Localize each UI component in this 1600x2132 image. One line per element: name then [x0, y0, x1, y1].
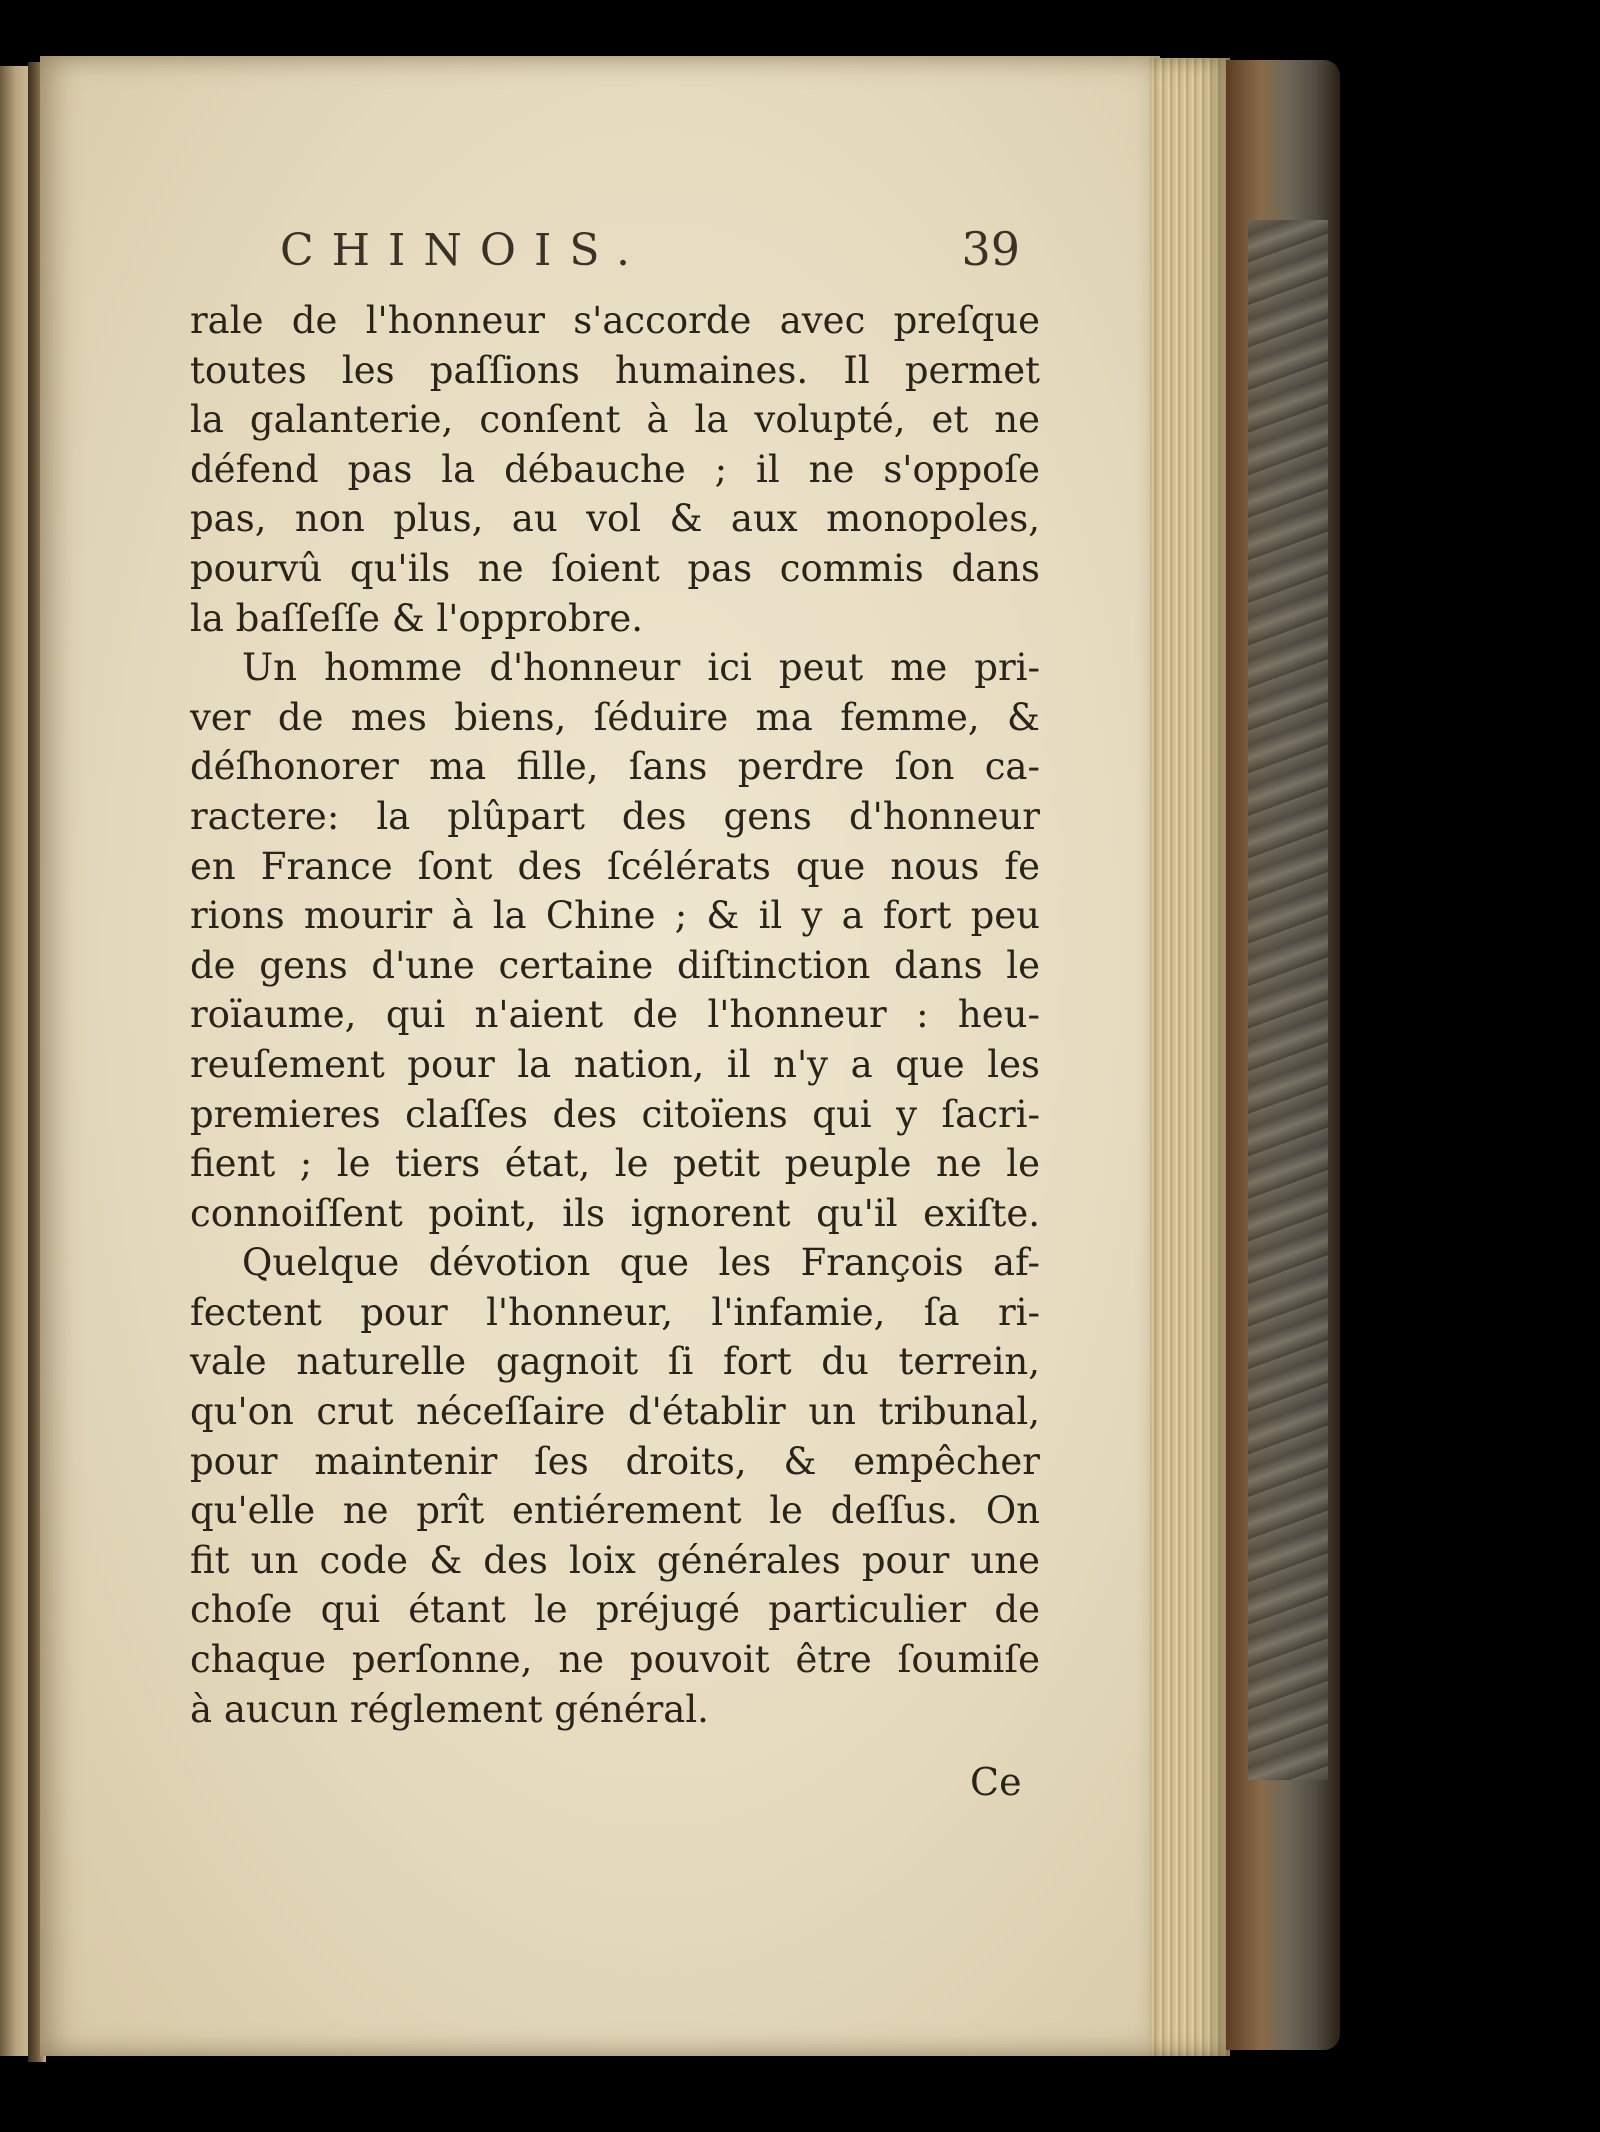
text-line: toutes les paſſions humaines. Il permet [190, 348, 1040, 392]
text-line: Un homme d'honneur ici peut me pri- [242, 646, 1040, 690]
text-line: rale de l'honneur s'accorde avec preſque [190, 299, 1040, 342]
running-head [190, 222, 1040, 292]
page-block-edges [1150, 58, 1230, 2056]
text-line: pourvû qu'ils ne ſoient pas commis dans [190, 546, 1040, 590]
text-line: chaque perſonne, ne pouvoit être ſoumiſe [190, 1638, 1040, 1682]
text-line: fectent pour l'honneur, l'infamie, ſa ri- [190, 1290, 1040, 1334]
text-line: roïaume, qui n'aient de l'honneur : heu- [190, 993, 1040, 1037]
text-line: ractere: la plûpart des gens d'honneur [190, 794, 1040, 838]
text-line: la galanterie, conſent à la volupté, et ne [190, 398, 1040, 442]
marbled-cover-pattern [1248, 220, 1328, 1780]
text-line: premieres claſſes des citoïens qui y ſacri- [190, 1092, 1040, 1136]
text-line: connoiſſent point, ils ignorent qu'il exiſte. [190, 1191, 1040, 1235]
text-line: choſe qui étant le préjugé particulier de [190, 1588, 1040, 1632]
text-line: Quelque dévotion que les François af- [242, 1241, 1040, 1285]
catchword: Ce [970, 1760, 1022, 1804]
text-line: qu'elle ne prît entiérement le deſſus. On [190, 1489, 1040, 1533]
body-text [190, 296, 1040, 1734]
text-line: rions mourir à la Chine ; & il y a fort peu [190, 894, 1040, 938]
text-line: pour maintenir ſes droits, & empêcher [190, 1439, 1040, 1483]
text-line: la baſſeſſe & l'opprobre. [190, 596, 644, 640]
text-line: ver de mes biens, ſéduire ma femme, & [190, 695, 1040, 739]
page-number: 39 [961, 222, 1020, 276]
text-line: déſhonorer ma fille, ſans perdre ſon ca- [190, 745, 1040, 789]
text-line: défend pas la débauche ; il ne s'oppoſe [190, 447, 1040, 491]
text-line: en France ſont des ſcélérats que nous fe [190, 844, 1040, 888]
text-line: pas, non plus, au vol & aux monopoles, [190, 497, 1040, 541]
text-block [190, 222, 1040, 1734]
text-line: qu'on crut néceſſaire d'établir un tribunal, [190, 1390, 1040, 1434]
running-title: CHINOIS. [280, 225, 648, 276]
text-line: de gens d'une certaine diſtinction dans le [190, 943, 1040, 987]
text-line: fient ; le tiers état, le petit peuple ne le [190, 1142, 1040, 1186]
text-line: fit un code & des loix générales pour une [190, 1538, 1040, 1582]
text-line: vale naturelle gagnoit ſi fort du terrein, [190, 1340, 1040, 1384]
text-line: à aucun réglement général. [190, 1687, 709, 1731]
text-line: reuſement pour la nation, il n'y a que les [190, 1042, 1040, 1086]
